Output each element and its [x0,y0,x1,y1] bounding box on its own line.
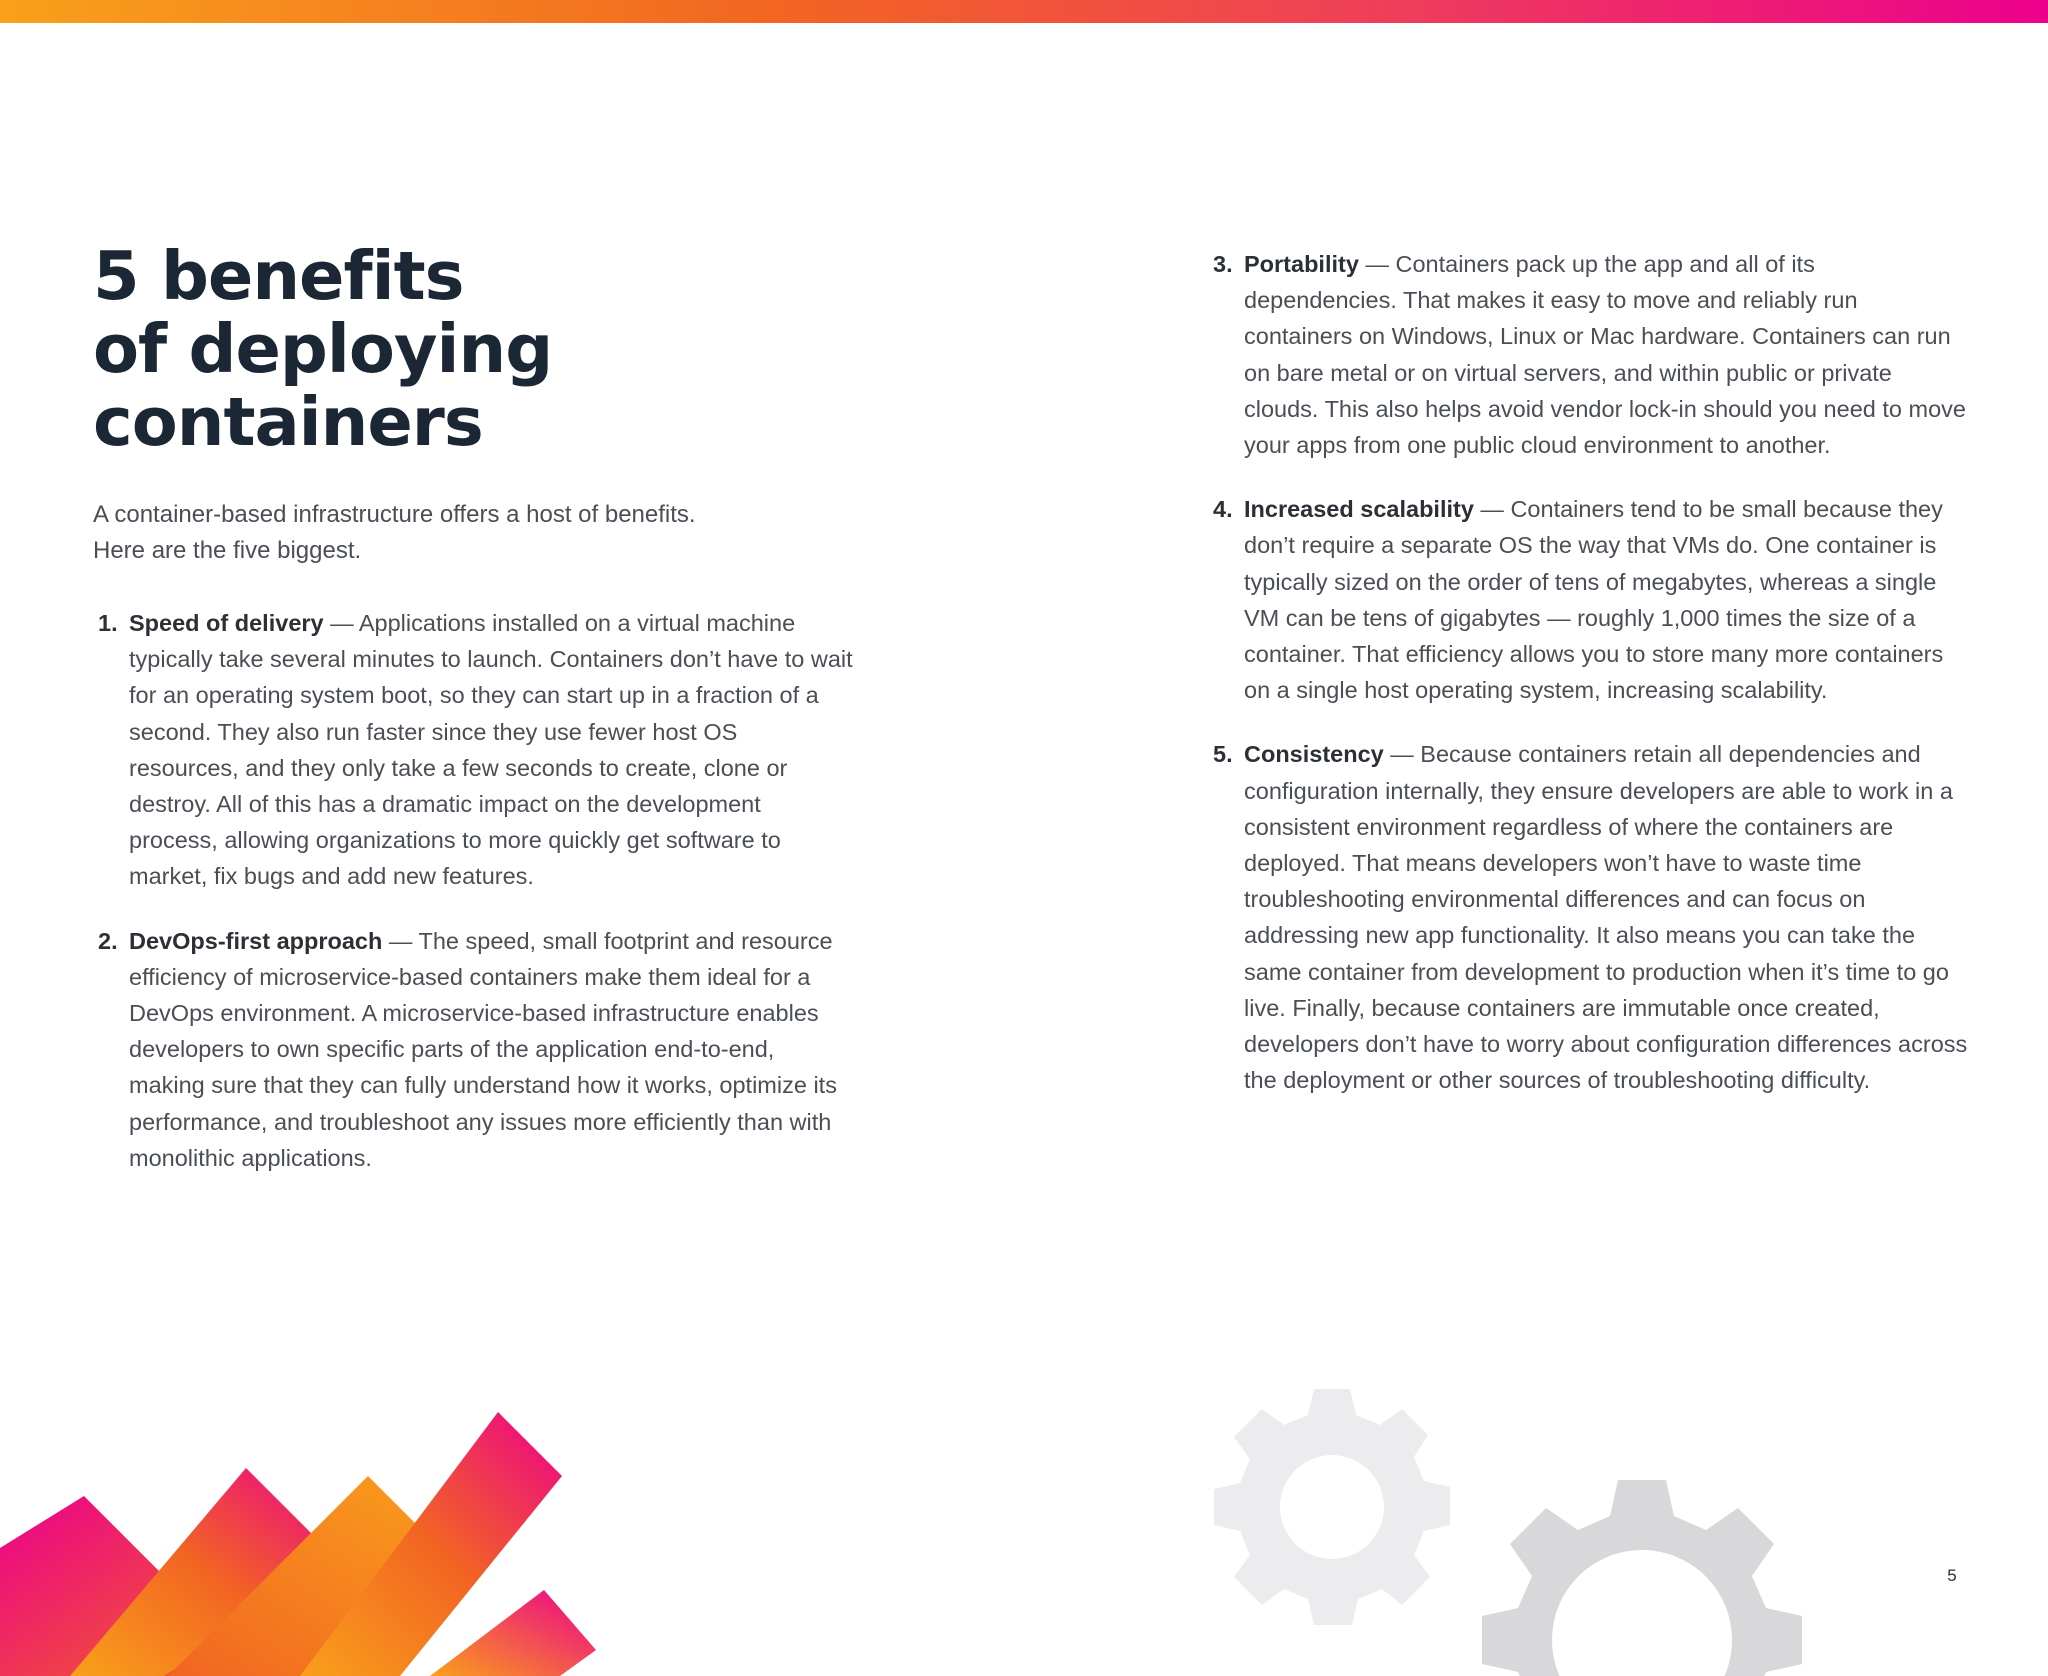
intro-paragraph [93,497,813,569]
page-title [93,237,553,461]
benefit-text: — The speed, small footprint and resource efficiency of microservice-based containers make them ideal for a DevOps environment. A microservice-based infrastructure enables developers to own specific parts of the application end-to-end, making sure that they can fully understand how it works, optimize its performance, and troubleshoot any issues more efficiently than with monolithic applications. [129,927,837,1171]
benefit-title: Consistency [1244,741,1384,768]
benefit-text: — Containers tend to be small because they don’t require a separate OS the way that VMs do. One container is typically sized on the order of tens of megabytes, whereas a single VM can be tens of gigabytes — roughly 1,000 times the size of a container. That efficiency allows you to store many more containers on a single host operating system, increasing scalability. [1244,496,1944,704]
benefit-list-right [1208,246,1968,1126]
benefit-title: Increased scalability [1244,496,1474,523]
benefit-item [93,923,853,1176]
benefit-number: 3. [1213,251,1233,277]
benefit-item [1208,491,1968,708]
benefit-item [93,605,853,895]
benefit-list-left [93,605,853,1204]
page-number: 5 [1947,1566,1957,1585]
page-title-line: of deploying [93,310,553,388]
intro-line: Here are the five biggest. [93,537,362,564]
benefit-text: — Applications installed on a virtual machine typically take several minutes to launch. Containers don’t have to wait for an operating system boot, so they can start up in a fraction of a second. They also run faster since they use fewer host OS resources, and they only take a few seconds to create, clone or destroy. All of this has a dramatic impact on the development process, allowing organizations to more quickly get software to market, fix bugs and add new features. [129,610,853,890]
top-gradient-bar [0,0,2048,23]
benefit-number: 5. [1213,741,1233,768]
page-title-line: containers [93,383,483,461]
benefit-item [1208,736,1968,1098]
benefit-number: 4. [1213,496,1233,523]
decorative-stripes [0,1400,620,1676]
benefit-number: 1. [98,610,118,636]
benefit-number: 2. [98,927,118,954]
page-title-line: 5 benefits [93,237,464,315]
gears-illustration [1200,1350,1860,1676]
benefit-title: DevOps-first approach [129,927,383,954]
gear-icon-dark [1482,1480,1802,1676]
intro-line: A container-based infrastructure offers a host of benefits. [93,501,696,528]
benefit-title: Speed of delivery [129,610,324,636]
benefit-title: Portability [1244,251,1359,277]
benefit-text: — Because containers retain all dependencies and configuration internally, they ensure developers are able to work in a consistent environment regardless of where the containers are deployed. That means developers won’t have to waste time troubleshooting environmental differences and can focus on addressing new app functionality. It also means you can take the same container from development to production when it’s time to go live. Finally, because containers are immutable once created, developers don’t have to worry about configuration differences across the deployment or other sources of troubleshooting difficulty. [1244,741,1968,1094]
benefit-item [1208,246,1968,463]
gear-icon-light [1214,1389,1450,1625]
benefit-text: — Containers pack up the app and all of its dependencies. That makes it easy to move and reliably run containers on Windows, Linux or Mac hardware. Containers can run on bare metal or on virtual servers, and within public or private clouds. This also helps avoid vendor lock-in should you need to move your apps from one public cloud environment to another. [1244,251,1966,459]
